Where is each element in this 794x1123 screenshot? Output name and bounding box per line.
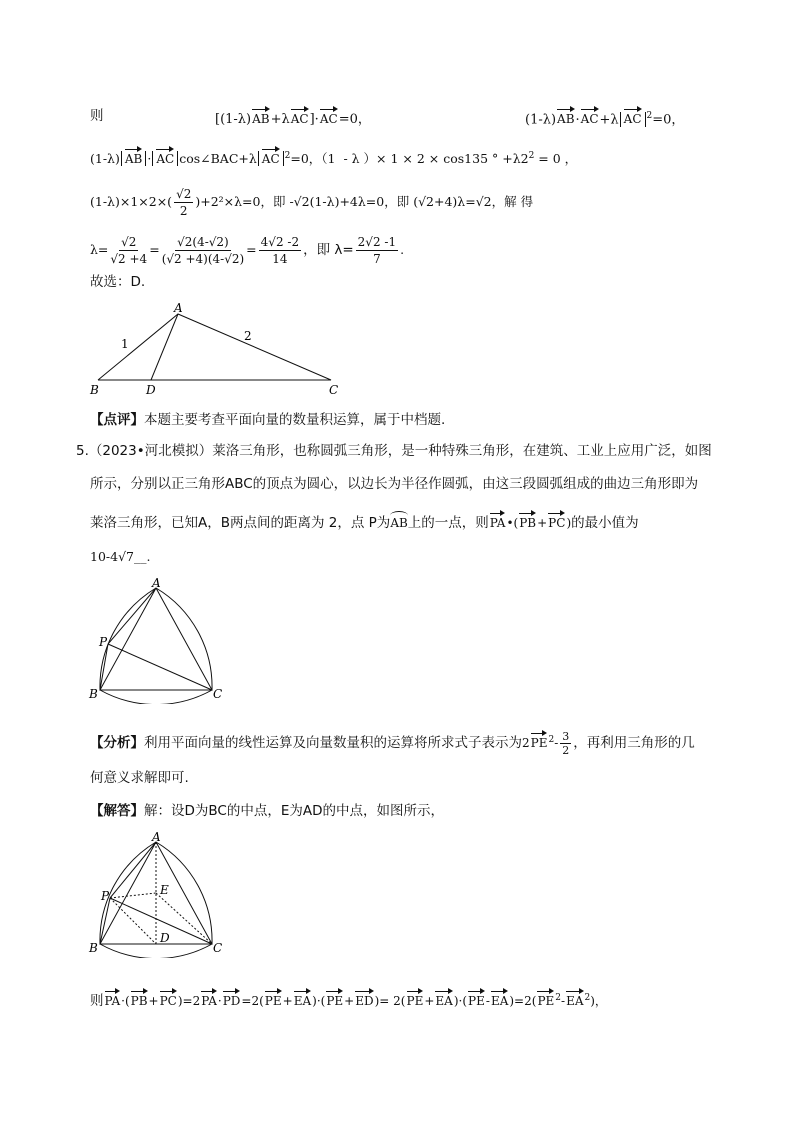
fig1-label-A: A [174,301,183,315]
comment-tag: 【点评】 [90,412,144,428]
fig3-label-C: C [213,941,223,955]
fig2-label-A: A [152,578,161,590]
solution-line-3: (1-λ)×1×2×( $\frac{√2}{2}$ )+2²×λ=0，即 -√2(1-λ)+4λ=0，即 (√2+4)λ=√2，解 得 [90,187,534,218]
reuleaux-figure-2 [86,830,236,958]
fig2-label-P: P [99,635,108,649]
equation-1b: (1-λ)AB·AC+λ AC $^2$=0， [525,106,684,130]
fig1-label-B: B [90,383,99,397]
reuleaux-figure-1 [86,578,236,704]
solution-header: 【解答】解：设D为BC的中点，E为AD的中点，如图所示， [90,803,445,819]
triangle-figure-1 [86,298,356,398]
ze-label: 则 [90,108,104,124]
analysis-line-2: 何意义求解即可. [90,770,189,786]
fig3-label-B: B [89,941,98,955]
solution-line-2: (1-λ) AB · AC cos∠BAC+λ AC $^2$=0，（1 - λ ）× 1 × 2 × cos135 ° $+\lambda 2^2 = 0$ ， [90,146,577,169]
fig1-side-1: 1 [121,337,129,351]
question-5-line-1: 5.（2023•河北模拟）莱洛三角形，也称圆弧三角形，是一种特殊三角形，在建筑、工业上应用广泛，如图 [76,443,712,459]
solution-final-line: 则$PA\cdot(PB+PC)=2PA\cdot PD=2(PE+EA)\cdot(PE+ED)= 2(PE+EA)\cdot(PE-EA)=2(PE^2-EA^2)$， [90,988,607,1011]
question-5-answer: 10-4√7__. [90,549,151,564]
fig3-label-P: P [101,889,110,903]
fig1-label-C: C [329,383,339,397]
fig3-label-E: E [160,883,169,897]
fig2-label-C: C [213,687,223,701]
fig3-label-D: D [160,931,170,945]
fig2-label-B: B [89,687,98,701]
fig1-side-2: 2 [244,329,252,343]
question-5-line-3: 莱洛三角形，已知A，B两点间的距离为 2，点 P为AB上的一点，则PA•(PB+PC)的最小值为 [90,510,639,533]
solution-line-4: λ= $\frac{√2}{√2 +4}$ = $\frac{√2(4-√2)}{(√2 +4)(4-√2)}$ = $\frac{4√2 -2}{14}$ ，即 λ= $\frac{2√2 -1}{7}$ . [90,235,405,266]
solution-line-1 [90,106,104,127]
solution-tag: 【解答】 [90,803,144,819]
analysis-line-1: 【分析】利用平面向量的线性运算及向量数量积的运算将所求式子表示为$2PE^2-$ $\frac{3}{2}$ ，再利用三角形的几 [90,730,695,757]
equation-1a: [(1-λ)AB+λAC]·AC=0， [215,106,371,130]
analysis-tag: 【分析】 [90,735,144,751]
question-5-line-2: 所示，分别以正三角形ABC的顶点为圆心，以边长为半径作圆弧，由这三段圆弧组成的曲边三角形即为 [90,476,699,492]
answer-line: 故选：D. [90,274,146,290]
comment-line: 【点评】本题主要考查平面向量的数量积运算，属于中档题. [90,412,446,428]
fig1-label-D: D [146,383,156,397]
fig3-label-A: A [152,830,161,844]
